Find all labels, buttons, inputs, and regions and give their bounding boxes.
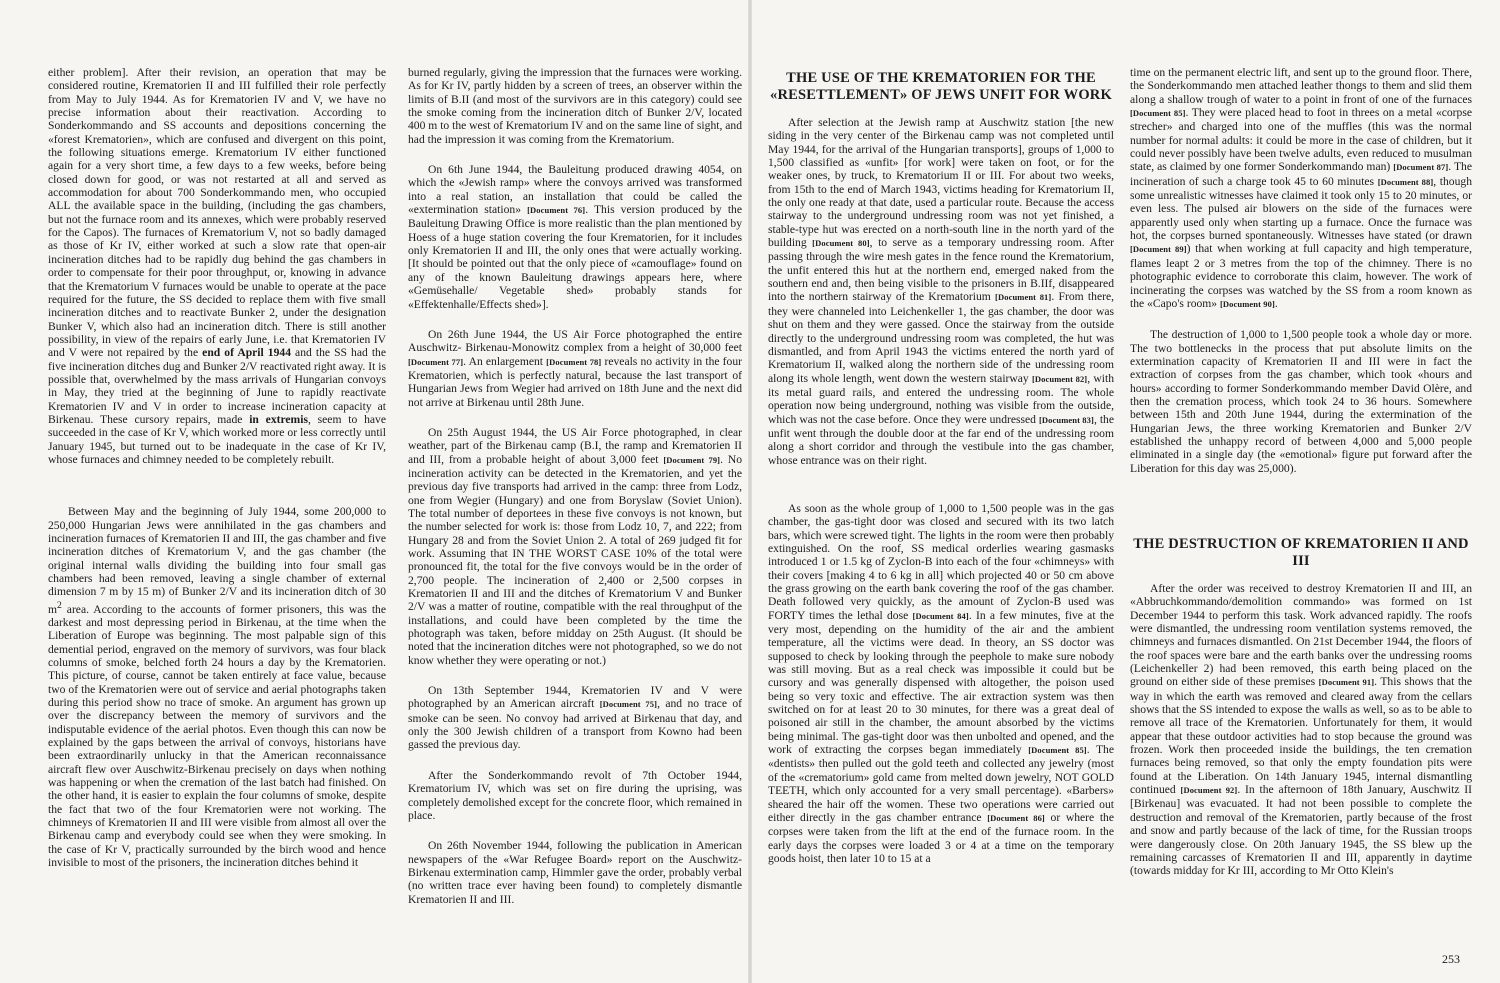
- paragraph: On 26th November 1944, following the publication in American newspapers of the «War Refugee Board» report on the Auschwitz-Birkenau extermination camp, Himmler gave the order, probably verbal (no written trace ever having been found) to completely dismantle Krematorien II and III.: [408, 839, 742, 906]
- document-reference: [Document 82]: [1031, 373, 1088, 384]
- document-reference: [Document 78]: [546, 356, 602, 367]
- column-4: [1130, 66, 1472, 895]
- document-reference: [Document 87]: [1393, 162, 1449, 173]
- paragraph: On 13th September 1944, Krematorien IV and V were photographed by an American aircraft [Document 75], and no trace of smoke can be seen. No convoy had arrived at Birkenau that day, and only the 300 Jewish children of a transport from Kowno had been gassed the previous day.: [408, 684, 742, 752]
- document-reference: [Document 83]: [1038, 414, 1094, 425]
- paragraph: As soon as the whole group of 1,000 to 1,500 people was in the gas chamber, the gas-tight door was closed and secured with its two latch bars, which were screwed tight. The lights in the room were then probably extinguished. On the roof, SS medical orderlies wearing gasmasks introduced 1 or 1.5 kg of Zyclon-B into each of the four «chimneys» with their covers [making 4 to 6 kg in all] which projected 40 or 50 cm above the grass growing on the earth bank covering the roof of the gas chamber. Death followed very quickly, as the amount of Zyclon-B used was FORTY times the lethal dose [Document 84]. In a few minutes, five at the very most, depending on the humidity of the air and the ambient temperature, all the victims were dead. In theory, an SS doctor was supposed to check by looking through the peephole to make sure nobody was still moving. But as a real check was impossible it could but be cursory and was generally dispensed with altogether, the poison used being so very toxic and effective. The air extraction system was then switched on for at least 20 to 30 minutes, for there was a great deal of poisoned air still in the chamber, the amount absorbed by the victims being minimal. The gas-tight door was then unbolted and opened, and the work of extracting the corpses began immediately [Document 85]. The «dentists» then pulled out the gold teeth and collected any jewelry (most of the «crematorium» gold came from melted down jewelry, NOT GOLD TEETH, which only accounted for a very small percentage). «Barbers» sheared the hair off the women. These two operations were carried out either directly in the gas chamber entrance [Document 86] or where the corpses were taken from the lift at the end of the furnace room. In the early days the corpses were loaded 3 or 4 at a time on the temporary goods hoist, then later 10 to 15 at a: [768, 501, 1114, 865]
- column-1: [48, 66, 386, 886]
- section-heading: THE DESTRUCTION OF KREMATORIEN II AND III: [1133, 535, 1469, 569]
- document-reference: [Document 79]: [663, 454, 721, 465]
- paragraph: time on the permanent electric lift, and sent up to the ground floor. There, the Sonderkommando men attached leather thongs to them and slid them along a shallow trough of water to a point in front of one of the furnaces [Document 85]. They were placed head to foot in threes on a metal «corpse strecher» and charged into one of the muffles (this was the normal number for normal adults: it could be more in the case of children, but it could never possibly have been twelve adults, even reduced to musulman state, as claimed by one former Sonderkommando man) [Document 87]. The incineration of such a charge took 45 to 60 minutes [Document 88], though some unrealistic witnesses have claimed it took only 15 to 20 minutes, or even less. The pulsed air blowers on the side of the furnaces were apparently used only when starting up a furnace. Once the furnace was hot, the corpses burned spontaneously. Witnesses have stated (or drawn [Document 89]) that when working at full capacity and high temperature, flames leapt 2 or 3 metres from the top of the chimney. There is no photographic evidence to corroborate this claim, however. The work of incinerating the corpses was watched by the SS from a room known as the «Capo's room» [Document 90].: [1130, 66, 1473, 310]
- document-reference: [Document 85]: [1028, 745, 1087, 756]
- document-reference: [Document 86]: [987, 812, 1045, 823]
- document-reference: [Document 84]: [912, 610, 969, 621]
- section-heading: THE USE OF THE KREMATORIEN FOR THE «RESETTLEMENT» OF JEWS UNFIT FOR WORK: [770, 70, 1112, 103]
- document-reference: [Document 88]: [1377, 176, 1434, 187]
- column-3: [768, 66, 1114, 882]
- document-reference: [Document 75]: [599, 699, 658, 710]
- document-reference: [Document 77]: [408, 356, 464, 367]
- paragraph: After selection at the Jewish ramp at Auschwitz station [the new siding in the very center of the Birkenau camp was not completed until May 1944, for the arrival of the Hungarian transports], groups of 1,000 to 1,500 classified as «unfit» [for work] were taken on foot, or for the weaker ones, by truck, to Krematorium II or III. For about two weeks, from 15th to the end of March 1943, victims heading for Krematorium II, the only one ready at that date, used a particular route. Because the access stairway to the underground undressing room was not yet finished, a stable-type hut was erected on a north-south line in the north yard of the building [Document 80], to serve as a temporary undressing room. After passing through the wire mesh gates in the fence round the Krematorium, the unfit entered this hut at the northern end, emerged naked from the southern end and, then being visible to the prisoners in B.IIf, disappeared into the northern stairway of the Krematorium [Document 81]. From there, they were channeled into Leichenkeller 1, the gas chamber, the door was shut on them and they were gassed. Once the stairway from the outside directly to the underground undressing room was completed, the hut was dismantled, and from April 1943 the victims entered the north yard of Krematorium II, walked along the northern side of the undressing room along its whole length, went down the western stairway [Document 82], with its metal guard rails, and entered the undressing room. The whole operation now being underground, nothing was visible from the outside, which was not the case before. Once they were undressed [Document 83], the unfit went through the double door at the far end of the undressing room along a short corridor and through the vestibule into the gas chamber, whose entrance was on their right.: [768, 116, 1115, 467]
- paragraph: The destruction of 1,000 to 1,500 people took a whole day or more. The two bottlenecks in the process that put absolute limits on the extermination capacity of Krematorien II and III were in fact the extraction of corpses from the gas chamber, which took «hours and hours» according to former Sonderkommando member David Olère, and then the cremation process, which took 24 to 36 hours. Somewhere between 15th and 20th June 1944, during the extermination of the Hungarian Jews, the three working Krematorien and Bunker 2/V established the unhappy record of between 4,000 and 5,000 people eliminated in a single day (the «emotional» figure put forward after the Liberation for this day was 25,000).: [1130, 328, 1472, 475]
- document-reference: [Document 89]: [1130, 244, 1187, 255]
- document-reference: [Document 90]: [1220, 298, 1275, 309]
- paragraph: Between May and the beginning of July 1944, some 200,000 to 250,000 Hungarian Jews were annihilated in the gas chambers and incineration furnaces of Krematorien II and III, the gas chamber and five incineration ditches of Krematorium V, and the gas chamber (the original internal walls dividing the building into four small gas chambers had been removed, leaving a single chamber of external dimension 7 m by 15 m) of Bunker 2/V and its incineration ditch of 30 $m^2$ area. According to the accounts of former prisoners, this was the darkest and most depressing period in Birkenau, at the time when the Liberation of Europe was beginning. The most palpable sign of this demential period, engraved on the memory of survivors, was four black columns of smoke, belched forth 24 hours a day by the Krematorien. This picture, of course, cannot be taken entirely at face value, because two of the Krematorien were out of service and aerial photographs taken during this period show no trace of smoke. An argument has grown up over the discrepancy between the memory of survivors and the indisputable evidence of the aerial photos. Even though this can now be explained by the gaps between the arrival of convoys, historians have been extraordinarily unlucky in that the American reconnaissance aircraft flew over Auschwitz-Birkenau precisely on days when nothing was happening or when the cremation of the last batch had finished. On the other hand, it is easier to explain the four columns of smoke, despite the fact that two of the four Krematorien were not working. The chimneys of Krematorien II and III were visible from almost all over the Birkenau camp and everybody could see when they were smoking. In the case of Kr V, practically surrounded by the birch wood and hence invisible to most of the prisoners, the incineration ditches behind it: [48, 505, 386, 870]
- paragraph: either problem]. After their revision, an operation that may be considered routine, Krematorien II and III fulfilled their role perfectly from May to July 1944. As for Krematorien IV and V, we have no precise information about their reactivation. According to Sonderkommando and SS accounts and depositions concerning the «forest Krematorien», which are confused and divergent on this point, the following situations emerge. Krematorium IV either functioned again for a very short time, a few days to a few weeks, before being closed down for good, or was not restarted at all and served as accommodation for about 700 Sonderkommando men, who occupied ALL the available space in the building, (including the gas chambers, but not the furnace room and its annexes, which were probably reserved for the Capos). The furnaces of Krematorium V, not so badly damaged as those of Kr IV, either worked at such a slow rate that open-air incineration ditches had to be rapidly dug behind the gas chambers in order to compensate for their poor throughput, or, knowing in advance that the Krematorium V furnaces would be unable to operate at the pace required for the future, the SS decided to replace them with five small incineration ditches and to reactivate Bunker 2, under the designation Bunker V, which also had an incineration ditch. There is still another possibility, in view of the repairs of early June, i.e. that Krematorien IV and V were not repaired by the end of April 1944 and the SS had the five incineration ditches dug and Bunker 2/V reactivated right away. It is possible that, overwhelmed by the mass arrivals of Hungarian convoys in May, they tried at the beginning of June to rapidly reactivate Krematorien IV and V in order to increase incineration capacity at Birkenau. These cursory repairs, made in extremis, seem to have succeeded in the case of Kr V, which worked more or less correctly until January 1945, but turned out to be inadequate in the case of Kr IV, whose furnaces and chimney needed to be completely rebuilt.: [48, 66, 386, 466]
- document-reference: [Document 91]: [1318, 677, 1375, 688]
- document-reference: [Document 85]: [1130, 108, 1186, 119]
- paragraph: On 26th June 1944, the US Air Force photographed the entire Auschwitz- Birkenau-Monowitz complex from a height of 30,000 feet [Document 77]. An enlargement [Document 78] reveals no activity in the four Krematorien, which is perfectly natural, because the last transport of Hungarian Jews from Wegier had arrived on 18th June and the next did not arrive at Birkenau until 28th June.: [408, 327, 742, 409]
- document-reference: [Document 80]: [812, 238, 870, 249]
- paragraph: On 25th August 1944, the US Air Force photographed, in clear weather, part of the Birkenau camp (B.I, the ramp and Krematorien II and III, from a probable height of about 3,000 feet [Document 79]. No incineration activity can be detected in the Krematorien, and yet the previous day five transports had arrived in the camp: three from Lodz, one from Wegier (Hungary) and one from Boryslaw (Soviet Union). The total number of deportees in these five convoys is not known, but the number selected for work is: those from Lodz 10, 7, and 222; from Hungary 28 and from the Soviet Union 2. A total of 269 judged fit for work. Assuming that IN THE WORST CASE 10% of the total were pronounced fit, the total for the five convoys would be in the order of 2,700 people. The incineration of 2,400 or 2,500 corpses in Krematorien II and III and the ditches of Krematorium V and Bunker 2/V was a matter of routine, compatible with the real throughput of the installations, and could have been completed by the time the photograph was taken, before midday on 25th August. (It should be noted that the incineration ditches were not photographed, so we do not know whether they were operating or not.): [408, 425, 742, 667]
- column-2: [408, 66, 742, 923]
- paragraph: On 6th June 1944, the Bauleitung produced drawing 4054, on which the «Jewish ramp» where the convoys arrived was transformed into a real station, an installation that could be called the «extermination station» [Document 76]. This version produced by the Bauleitung Drawing Office is more realistic than the plan mentioned by Hoess of a huge station covering the four Krematorien, for it includes only Krematorien II and III, the only ones that were actually working. [It should be pointed out that the only piece of «camouflage» found on any of the known Bauleitung drawings appears here, where «Gemüsehalle/ Vegetable shed» probably stands for «Effektenhalle/Effects shed»].: [408, 163, 742, 311]
- page-gutter: [748, 0, 752, 983]
- document-reference: [Document 92]: [1180, 785, 1238, 796]
- paragraph: After the Sonderkommando revolt of 7th October 1944, Krematorium IV, which was set on fire during the uprising, was completely demolished except for the concrete floor, which remained in place.: [408, 768, 742, 822]
- paragraph: burned regularly, giving the impression that the furnaces were working. As for Kr IV, partly hidden by a screen of trees, an observer within the limits of B.II (and most of the survivors are in this category) could see the smoke coming from the incineration ditch of Bunker 2/V, located 400 m to the west of Krematorium IV and on the same line of sight, and had the impression it was coming from the Krematorium.: [408, 66, 743, 146]
- document-reference: [Document 76]: [527, 205, 586, 216]
- paragraph: After the order was received to destroy Krematorien II and III, an «Abbruchkommando/demolition commando» was formed on 1st December 1944 to perform this task. Work advanced rapidly. The roofs were dismantled, the undressing room ventilation systems removed, the chimneys and furnaces dismantled. On 21st December 1944, the floors of the roof spaces were bare and the earth banks over the undressing rooms (Leichenkeller 2) had been removed, this earth being placed on the ground on either side of these premises [Document 91]. This shows that the way in which the earth was removed and cleared away from the cellars shows that the SS intended to expose the walls as well, so as to be able to remove all trace of the Krematorien. Unfortunately for them, it would appear that these outdoor activities had to stop because the ground was frozen. Work then proceeded inside the buildings, the ten cremation furnaces being removed, so that only the empty foundation pits were found at the Liberation. On 14th January 1945, internal dismantling continued [Document 92]. In the afternoon of 18th January, Auschwitz II [Birkenau] was evacuated. It had not been possible to complete the destruction and removal of the Krematorien, partly because of the frost and snow and partly because of the lack of time, for the Russian troops were dangerously close. On 20th January 1945, the SS blew up the remaining carcasses of Krematorien II and III, apparently in daytime (towards midday for Kr III, according to Mr Otto Klein's: [1130, 581, 1473, 878]
- page-number: 253: [1442, 952, 1460, 966]
- document-reference: [Document 81]: [995, 292, 1052, 303]
